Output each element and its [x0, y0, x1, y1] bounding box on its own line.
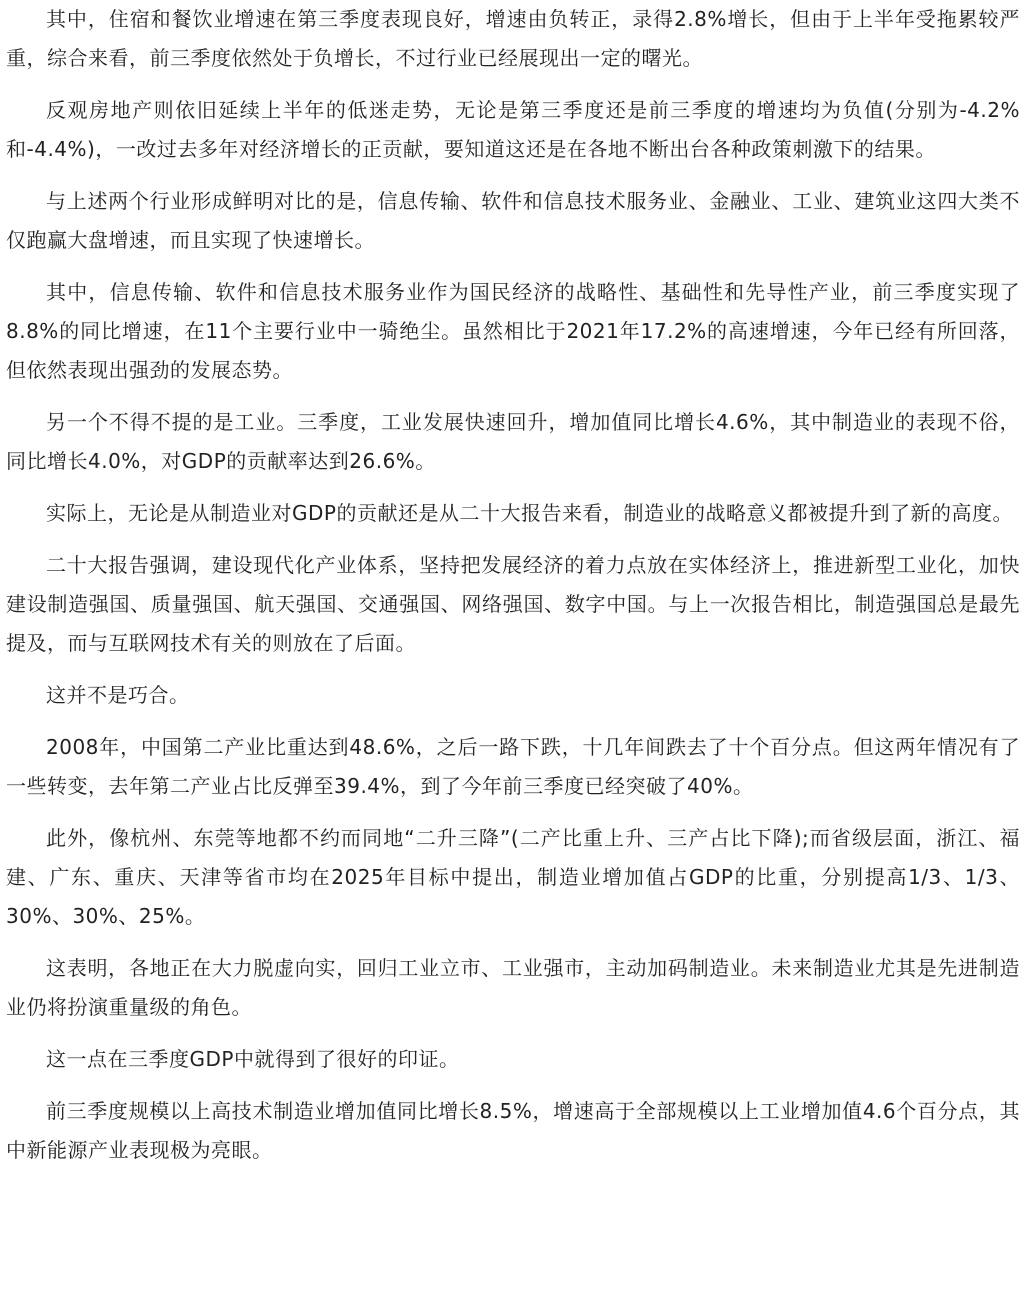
paragraph-real-estate: 反观房地产则依旧延续上半年的低迷走势，无论是第三季度还是前三季度的增速均为负值(分别为-4.2%和-4.4%)，一改过去多年对经济增长的正贡献，要知道这还是在各地不断出台各种政策刺激下的结果。 [6, 98, 1020, 161]
paragraph-manufacturing-strategy: 实际上，无论是从制造业对GDP的贡献还是从二十大报告来看，制造业的战略意义都被提升到了新的高度。 [46, 501, 1013, 525]
paragraph-congress-report: 二十大报告强调，建设现代化产业体系，坚持把发展经济的着力点放在实体经济上，推进新型工业化，加快建设制造强国、质量强国、航天强国、交通强国、网络强国、数字中国。与上一次报告相比，制造强国总是最先提及，而与互联网技术有关的则放在了后面。 [6, 553, 1020, 655]
paragraph-real-economy: 这表明，各地正在大力脱虚向实，回归工业立市、工业强市，主动加码制造业。未来制造业尤其是先进制造业仍将扮演重量级的角色。 [6, 956, 1020, 1019]
paragraph-hospitality-growth: 其中，住宿和餐饮业增速在第三季度表现良好，增速由负转正，录得2.8%增长，但由于上半年受拖累较严重，综合来看，前三季度依然处于负增长，不过行业已经展现出一定的曙光。 [6, 7, 1020, 70]
paragraph-local-targets: 此外，像杭州、东莞等地都不约而同地“二升三降”(二产比重上升、三产占比下降);而省级层面，浙江、福建、广东、重庆、天津等省市均在2025年目标中提出，制造业增加值占GDP的比重，分别提高1/3、1/3、30%、30%、25%。 [6, 826, 1020, 928]
paragraph-sector-contrast: 与上述两个行业形成鲜明对比的是，信息传输、软件和信息技术服务业、金融业、工业、建筑业这四大类不仅跑赢大盘增速，而且实现了快速增长。 [6, 189, 1020, 252]
paragraph-it-services: 其中，信息传输、软件和信息技术服务业作为国民经济的战略性、基础性和先导性产业，前三季度实现了8.8%的同比增速，在11个主要行业中一骑绝尘。虽然相比于2021年17.2%的高速增速，今年已经有所回落，但依然表现出强劲的发展态势。 [6, 280, 1020, 382]
paragraph-high-tech-manufacturing: 前三季度规模以上高技术制造业增加值同比增长8.5%，增速高于全部规模以上工业增加值4.6个百分点，其中新能源产业表现极为亮眼。 [6, 1099, 1020, 1162]
paragraph-industry: 另一个不得不提的是工业。三季度，工业发展快速回升，增加值同比增长4.6%，其中制造业的表现不俗，同比增长4.0%，对GDP的贡献率达到26.6%。 [6, 410, 1020, 473]
paragraph-not-coincidence: 这并不是巧合。 [46, 683, 190, 707]
paragraph-secondary-industry-share: 2008年，中国第二产业比重达到48.6%，之后一路下跌，十几年间跌去了十个百分点。但这两年情况有了一些转变，去年第二产业占比反弹至39.4%，到了今年前三季度已经突破了40%。 [6, 735, 1020, 798]
paragraph-q3-gdp-evidence: 这一点在三季度GDP中就得到了很好的印证。 [46, 1047, 460, 1071]
